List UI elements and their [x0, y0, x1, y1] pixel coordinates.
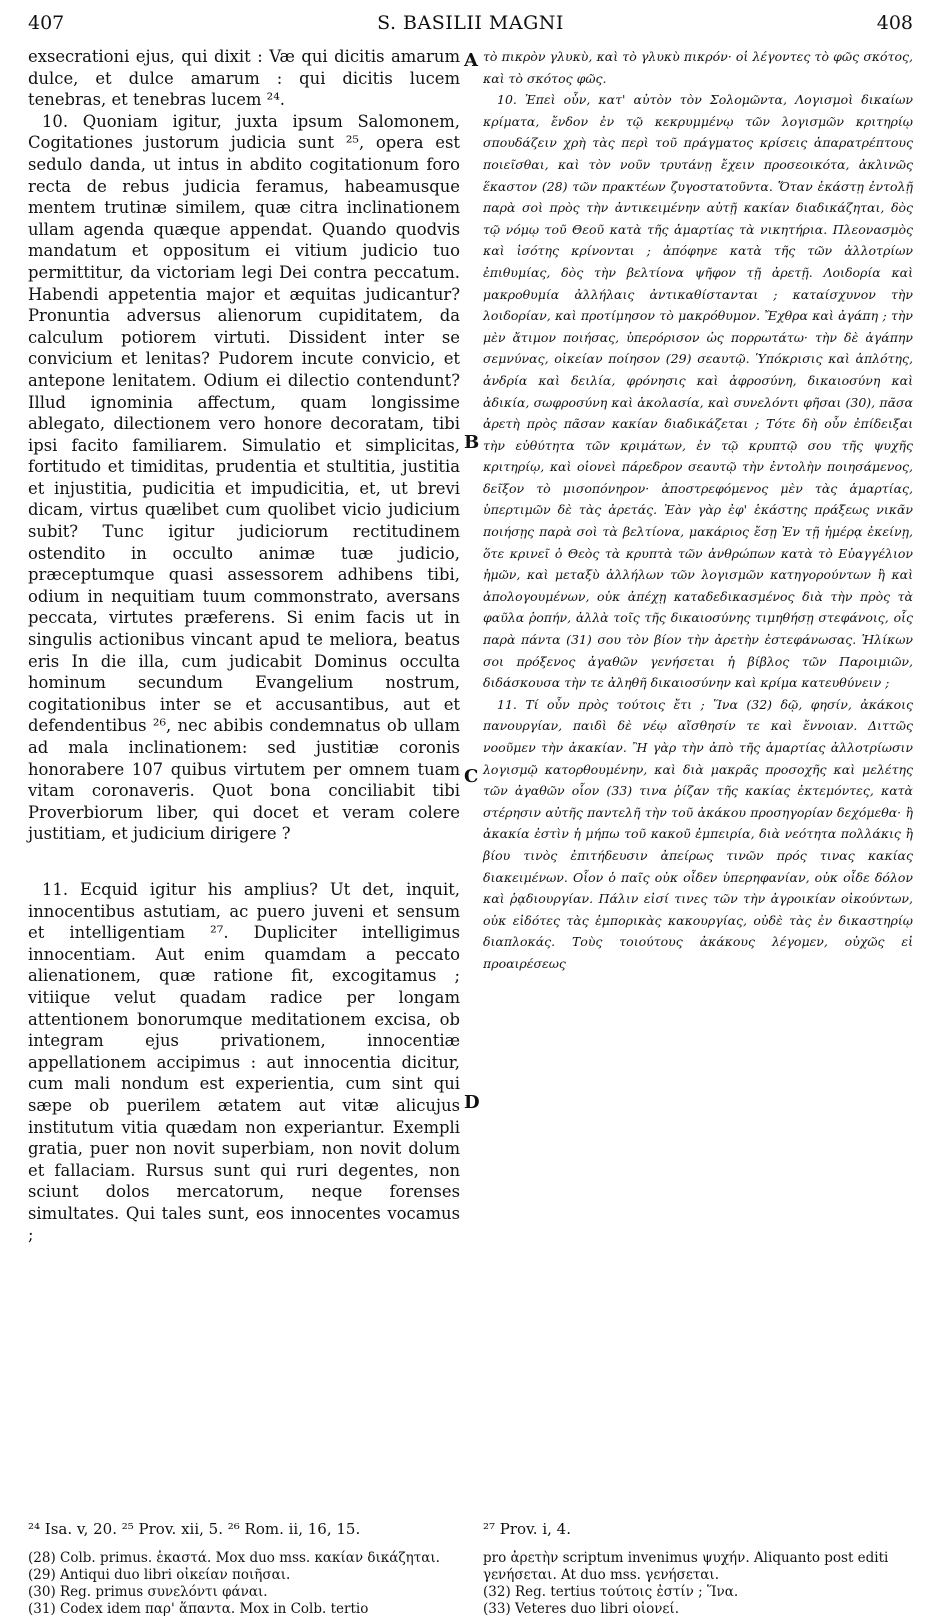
footnote-refs-left: ²⁴ Isa. v, 20. ²⁵ Prov. xii, 5. ²⁶ Rom. ii, 16, 15.	[28, 1520, 361, 1538]
note-31: (31) Codex idem παρ' ἅπαντα. Mox in Colb. tertio	[28, 1601, 369, 1617]
page-number-left: 407	[28, 12, 65, 34]
greek-paragraph-11: 11. Τί οὖν πρὸς τούτοις ἔτι ; Ἵνα (32) δῷ, φησίν, ἀκάκοις πανουργίαν, παιδὶ δὲ νέῳ αἴσθησίν τε καὶ ἔννοιαν. Διττῶς νοοῦμεν τὴν ἀκακίαν. Ἢ γὰρ τὴν ἀπὸ τῆς ἁμαρτίας ἀλλοτρίωσιν λογισμῷ κατορθουμένην, καὶ διὰ μακρᾶς προσοχῆς καὶ μελέτης τῶν ἀγαθῶν οἷον (33) τινα ῥίζαν τῆς κακίας ἐκτεμόντες, κατὰ στέρησιν αὐτῆς παντελῆ τὴν τοῦ ἀκάκου προσηγορίαν δεχόμεθα· ἢ ἀκακία ἐστὶν ἡ μήπω τοῦ κακοῦ ἐμπειρία, διὰ νεότητα πολλάκις ἢ βίου τινὸς ἐπιτήδευσιν ἀπείρως τινῶν πρός τινας κακίας διακειμένων. Οἷον ὁ παῖς οὐκ οἶδεν ὑπερηφανίαν, οὐκ οἶδε δόλον καὶ ῥᾳδιουργίαν. Πάλιν εἰσί τινες τῶν τὴν ἀγροικίαν οἰκούντων, οὐκ εἰδότες τὰς ἐμπορικὰς κακουργίας, οὐδὲ τὰς ἐν δικαστηρίῳ διαπλοκάς. Τοὺς τοιούτους ἀκάκους λέγομεν, οὐχῶς εἰ προαιρέσεως	[483, 696, 913, 971]
critical-notes-right	[483, 1550, 913, 1618]
note-31-continued: pro ἀρετὴν scriptum invenimus ψυχήν. Aliquanto post editi γενήσεται. At duo mss. γενήσεται.	[483, 1550, 889, 1583]
footnote-refs-right: ²⁷ Prov. i, 4.	[483, 1520, 571, 1538]
greek-paragraph-10: 10. Ἐπεὶ οὖν, κατ' αὐτὸν τὸν Σολομῶντα, Λογισμοὶ δικαίων κρίματα, ἔνδον ἐν τῷ κεκρυμμένῳ τῶν λογισμῶν κριτηρίῳ σπουδάζειν χρὴ τὰς περὶ τοῦ πράγματος κρίσεις ἀπαρατρέπτους ποιεῖσθαι, καὶ τὸν νοῦν τρυτάνῃ ἔχειν προσεοικότα, ἀκλινῶς ἕκαστον (28) τῶν πρακτέων ζυγοστατοῦντα. Ὅταν ἑκάστῃ ἐντολῇ παρὰ σοὶ πρὸς τὴν ἀντικειμένην αὐτῇ κακίαν διαδικάζηται, δὸς τῷ νόμῳ τοῦ Θεοῦ κατὰ τῆς ἁμαρτίας τὰ νικητήρια. Πλεονασμὸς καὶ ἰσότης κρίνονται ; ἀπόφηνε κατὰ τῆς τῶν ἀλλοτρίων ἐπιθυμίας, δὸς τὴν βελτίονα ψῆφον τῇ ἀρετῇ. Λοιδορία καὶ μακροθυμία ἀλλήλαις ἀντικαθίστανται ; καταίσχυνον τὴν λοιδορίαν, καὶ προτίμησον τὸ μακρόθυμον. Ἔχθρα καὶ ἀγάπη ; τὴν μὲν ἄτιμον ποιήσας, ὑπερόρισον ὡς πορρωτάτω· τὴν δὲ ἀγάπην σεμνύνας, οἰκείαν ποίησον (29) σεαυτῷ. Ὑπόκρισις καὶ ἁπλότης, ἀνδρία καὶ δειλία, φρόνησις καὶ ἀφροσύνη, δικαιοσύνη καὶ ἀδικία, σωφροσύνη καὶ ἀκολασία, καὶ συνελόντι φῆσαι (30), πᾶσα ἀρετὴ πρὸς πᾶσαν κακίαν διαδικάζεται ; Τότε δὴ οὖν ἐπίδειξαι τὴν εὐθύτητα τῶν κριμάτων, ἐν τῷ κρυπτῷ σου τῆς ψυχῆς κριτηρίῳ, καὶ οἱονεὶ πάρεδρον σεαυτῷ τὴν ἐντολὴν ποιησάμενος, δεῖξον τὸ μισοπόνηρον· ἀποστρεφόμενος μὲν τὰς ἁμαρτίας, ὑπερτιμῶν δὲ τὰς ἀρετάς. Ἐὰν γὰρ ἐφ' ἑκάστης πράξεως νικᾶν ποιήσῃς παρὰ σοὶ τὰ βελτίονα, μακάριος ἔσῃ Ἐν τῇ ἡμέρᾳ ἐκείνῃ, ὅτε κρινεῖ ὁ Θεὸς τὰ κρυπτὰ τῶν ἀνθρώπων κατὰ τὸ Εὐαγγέλιον ἡμῶν, καὶ μεταξὺ ἀλλήλων τῶν λογισμῶν κατηγορούντων ἢ καὶ ἀπολογουμένων, οὐκ ἀπέχῃ καταδεδικασμένος διὰ τὴν πρὸς τὰ φαῦλα ῥοπήν, ἀλλὰ τοῖς τῆς δικαιοσύνης τιμηθήσῃ στεφάνοις, οἷς παρὰ πάντα (31) σου τὸν βίον τὴν ἀρετὴν ἐστεφάνωσας. Ἡλίκων σοι πρόξενος ἀγαθῶν γενήσεται ἡ βίβλος τῶν Παροιμιῶν, διδάσκουσα τὴν τε ἀληθῆ δικαιοσύνην καὶ κρίμα κατευθύνειν ;	[483, 92, 913, 691]
margin-letter-c: C	[464, 766, 479, 787]
latin-paragraph-11: 11. Ecquid igitur his amplius? Ut det, inquit, innocentibus astutiam, ac puero juveni et sensum et intelligentiam ²⁷. Dupliciter intelligimus innocentiam. Aut enim quamdam a peccato alienationem, quæ ratione fit, excogitamus ; vitiique velut quadam radice per longam attentionem bonorumque meditationem excisa, ob integram ejus privationem, innocentiæ appellationem accipimus : aut innocentia dicitur, cum mali nondum est experientia, cum sint qui sæpe ob puerilem ætatem aut vitæ alicujus institutum vitia quædam non experiantur. Exempli gratia, puer non novit superbiam, non novit dolum et fallaciam. Rursus sunt qui ruri degentes, non sciunt dolos mercatorum, neque forenses simultates. Qui tales sunt, eos innocentes vocamus ;	[28, 879, 460, 1245]
page-header	[28, 12, 913, 42]
running-title: S. BASILII MAGNI	[377, 12, 564, 34]
note-32: (32) Reg. tertius τούτοις ἐστίν ; Ἵνα.	[483, 1584, 739, 1600]
latin-column	[28, 46, 460, 1246]
note-30: (30) Reg. primus συνελόντι φάναι.	[28, 1584, 268, 1600]
margin-letter-a: A	[464, 50, 478, 71]
note-29: (29) Antiqui duo libri οἰκείαν ποιῆσαι.	[28, 1567, 291, 1583]
note-33: (33) Veteres duo libri οἱονεί.	[483, 1601, 680, 1617]
page-number-right: 408	[876, 12, 913, 34]
margin-letter-d: D	[464, 1092, 480, 1113]
paragraph-gap	[28, 845, 460, 879]
greek-column	[483, 46, 913, 975]
critical-notes-left	[28, 1550, 460, 1618]
note-28: (28) Colb. primus. ἑκαστά. Mox duo mss. κακίαν δικάζηται.	[28, 1550, 440, 1566]
latin-paragraph-1: exsecrationi ejus, qui dixit : Væ qui dicitis amarum dulce, et dulce amarum : qui dicitis lucem tenebras, et tenebras lucem ²⁴.	[28, 47, 460, 110]
latin-paragraph-10: 10. Quoniam igitur, juxta ipsum Salomonem, Cogitationes justorum judicia sunt ²⁵, opera est sedulo danda, ut intus in abdito cogitationum foro recta de rebus judicia feramus, habeamusque mentem trutinæ similem, quæ citra inclinationem ullam agenda quæque appendat. Quando quodvis mandatum et oppositum ei vitium judicio tuo permittitur, da victoriam legi Dei contra peccatum. Habendi appetentia major et æquitas judicantur? Pronuntia adversus alienorum cupiditatem, da calculum potiorem virtuti. Dissident inter se convicium et lenitas? Pudorem incute convicio, et antepone lenitatem. Odium ei dilectio contendunt? Illud ignominia affectum, quam longissime ablegato, dilectionem vero honore decoratam, tibi ipsi facito familiarem. Simulatio et simplicitas, fortitudo et timiditas, prudentia et stultitia, justitia et injustitia, pudicitia et impudicitia, et, ut brevi dicam, virtus quælibet cum quolibet vicio judicium subit? Tunc igitur judiciorum rectitudinem ostendito in occulto animæ tuæ judicio, præceptumque quasi assessorem adhibens tibi, odium in nequitiam tuum commonstrato, aversans peccata, virtutes præferens. Si enim facis ut in singulis actionibus vincant apud te meliora, beatus eris In die illa, cum judicabit Dominus occulta hominum secundum Evangelium nostrum, cogitationibus inter se et accusantibus, aut et defendentibus ²⁶, nec abibis condemnatus ob ullam ad mala inclinationem: sed justitiæ coronis honorabere 107 quibus virtutem per omnem tuam vitam coronaveris. Quot bona conciliabit tibi Proverbiorum liber, qui docet et veram colere justitiam, et judicium dirigere ?	[28, 111, 460, 844]
greek-paragraph-1: τὸ πικρὸν γλυκὺ, καὶ τὸ γλυκὺ πικρόν· οἱ λέγοντες τὸ φῶς σκότος, καὶ τὸ σκότος φῶς.	[483, 49, 913, 86]
margin-letter-b: B	[464, 432, 480, 453]
